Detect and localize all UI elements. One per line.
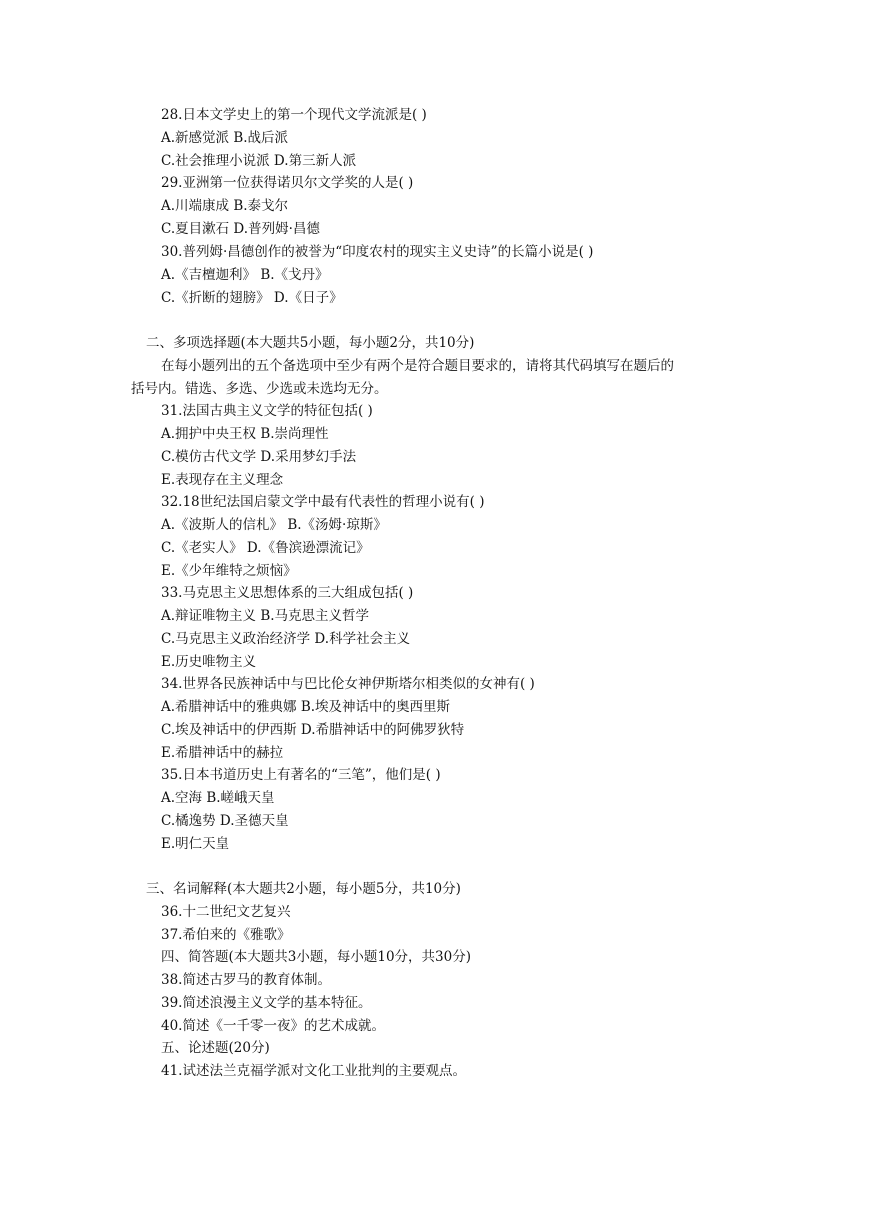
question-36: 36.十二世纪文艺复兴: [161, 904, 291, 920]
question-28-options-ab: A.新感觉派 B.战后派: [161, 130, 289, 146]
question-35-option-e: E.明仁天皇: [161, 836, 230, 852]
section-4-heading: 四、简答题(本大题共3小题，每小题10分，共30分): [161, 949, 471, 965]
question-32-options-ab: A.《波斯人的信札》 B.《汤姆·琼斯》: [161, 517, 387, 533]
question-29-options-ab: A.川端康成 B.泰戈尔: [161, 198, 289, 214]
question-29: 29.亚洲第一位获得诺贝尔文学奖的人是( ): [161, 175, 414, 191]
question-28: 28.日本文学史上的第一个现代文学流派是( ): [161, 107, 427, 123]
question-34-options-cd: C.埃及神话中的伊西斯 D.希腊神话中的阿佛罗狄特: [161, 722, 465, 738]
question-31-options-ab: A.拥护中央王权 B.崇尚理性: [161, 426, 329, 442]
question-35-options-ab: A.空海 B.嵯峨天皇: [161, 790, 275, 806]
question-32: 32.18世纪法国启蒙文学中最有代表性的哲理小说有( ): [161, 494, 485, 510]
question-30-options-ab: A.《吉檀迦利》 B.《戈丹》: [161, 267, 329, 283]
question-40: 40.简述《一千零一夜》的艺术成就。: [161, 1018, 385, 1034]
question-31: 31.法国古典主义文学的特征包括( ): [161, 403, 373, 419]
question-34: 34.世界各民族神话中与巴比伦女神伊斯塔尔相类似的女神有( ): [161, 676, 535, 692]
question-35-options-cd: C.橘逸势 D.圣德天皇: [161, 813, 289, 829]
section-2-heading: 二、多项选择题(本大题共5小题，每小题2分，共10分): [146, 335, 475, 351]
section-3-heading: 三、名词解释(本大题共2小题，每小题5分，共10分): [146, 881, 461, 897]
question-35: 35.日本书道历史上有著名的“三笔”，他们是( ): [161, 767, 441, 783]
question-29-options-cd: C.夏目漱石 D.普列姆·昌德: [161, 221, 320, 237]
question-33: 33.马克思主义思想体系的三大组成包括( ): [161, 585, 414, 601]
question-32-options-cd: C.《老实人》 D.《鲁滨逊漂流记》: [161, 540, 370, 556]
question-33-options-cd: C.马克思主义政治经济学 D.科学社会主义: [161, 631, 411, 647]
question-33-options-ab: A.辩证唯物主义 B.马克思主义哲学: [161, 608, 370, 624]
question-33-option-e: E.历史唯物主义: [161, 654, 257, 670]
section-5-heading: 五、论述题(20分): [161, 1040, 270, 1056]
question-34-options-ab: A.希腊神话中的雅典娜 B.埃及神话中的奥西里斯: [161, 699, 451, 715]
question-30-options-cd: C.《折断的翅膀》 D.《日子》: [161, 290, 343, 306]
section-2-instructions-line2: 括号内。错选、多选、少选或未选均无分。: [131, 381, 388, 397]
question-31-option-e: E.表现存在主义理念: [161, 472, 284, 488]
section-2-instructions-line1: 在每小题列出的五个备选项中至少有两个是符合题目要求的，请将其代码填写在题后的: [161, 358, 674, 374]
question-41: 41.试述法兰克福学派对文化工业批判的主要观点。: [161, 1063, 466, 1079]
question-39: 39.简述浪漫主义文学的基本特征。: [161, 995, 372, 1011]
question-34-option-e: E.希腊神话中的赫拉: [161, 745, 284, 761]
question-37: 37.希伯来的《雅歌》: [161, 927, 291, 943]
question-32-option-e: E.《少年维特之烦恼》: [161, 563, 297, 579]
question-28-options-cd: C.社会推理小说派 D.第三新人派: [161, 153, 357, 169]
question-31-options-cd: C.模仿古代文学 D.采用梦幻手法: [161, 449, 357, 465]
question-38: 38.简述古罗马的教育体制。: [161, 972, 331, 988]
question-30: 30.普列姆·昌德创作的被誉为“印度农村的现实主义史诗”的长篇小说是( ): [161, 244, 594, 260]
